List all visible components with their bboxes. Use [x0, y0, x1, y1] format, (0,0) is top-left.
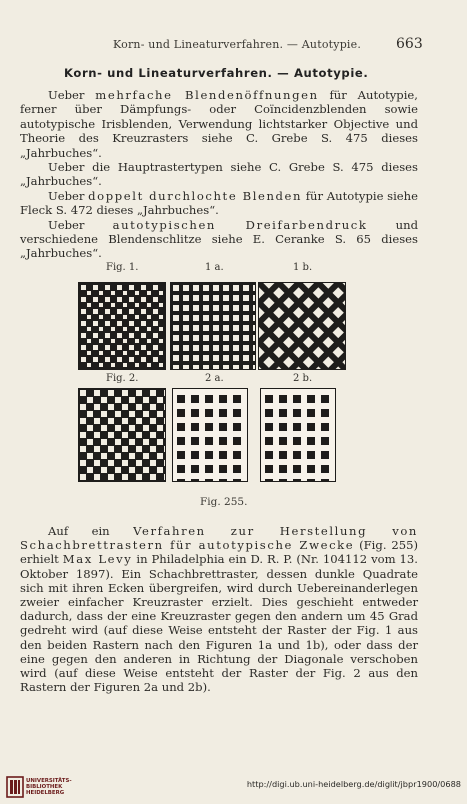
paragraph-4: Ueber autotypischen Dreifarbendruck und verschiedene Blendenschlitze siehe E. Ceranke S. 65 dieses „Jahrbuches“.: [20, 217, 418, 261]
pattern-fig-2: [78, 388, 166, 482]
fig2-label: Fig. 2.: [106, 373, 139, 384]
library-seal-icon: [6, 776, 24, 798]
fig2a-label: 2 a.: [205, 373, 224, 384]
running-head: Korn- und Lineaturverfahren. — Autotypie.: [113, 38, 362, 51]
fig1a-label: 1 a.: [205, 262, 224, 273]
source-url-link[interactable]: http://digi.ub.uni-heidelberg.de/diglit/jbpr1900/0688: [246, 779, 461, 789]
pattern-fig-2a: [172, 388, 248, 482]
pattern-fig-1: [78, 282, 166, 370]
fig2b-label: 2 b.: [293, 373, 313, 384]
section-title: Korn- und Lineaturverfahren. — Autotypie.: [64, 66, 369, 80]
paragraph-2: Ueber die Hauptrastertypen siehe C. Grebe S. 475 dieses „Jahrbuches“.: [20, 160, 418, 189]
pattern-fig-2b: [260, 388, 336, 482]
paragraph-3: Ueber doppelt durchlochte Blenden für Autotypie siehe Fleck S. 472 dieses „Jahrbuches“.: [20, 188, 418, 218]
pattern-fig-1a: [170, 282, 256, 370]
library-logo-text: UNIVERSITÄTS- BIBLIOTHEK HEIDELBERG: [26, 778, 72, 797]
figure-caption: Fig. 255.: [200, 496, 248, 508]
paragraph-1: Ueber mehrfache Blendenöffnungen für Autotypie, ferner über Dämpfungs- oder Coïncidenzblenden sowie autotypische Irisblenden, Verwendung lichtstarker Objective und Theorie des Kreuzrasters siehe C. Grebe S. 475 dieses „Jahrbuches“.: [20, 88, 418, 160]
body-text-bottom: [20, 524, 418, 694]
paragraph-5: Auf ein Verfahren zur Herstellung von Schachbrettrastern für autotypische Zwecke (Fig. 255) erhielt Max Levy in Philadelphia ein D. R. P. (Nr. 104112 vom 13. Oktober 1897). Ein Schachbrettraster, dessen dunkle Quadrate sich mit ihren Ecken übergreifen, wird durch Uebereinanderlegen zweier einfacher Kreuzraster erzielt. Dies geschieht entweder dadurch, dass der eine Kreuzraster gegen den andern um 45 Grad gedreht wird (auf diese Weise entsteht der Raster der Fig. 1 aus den beiden Rastern nach den Figuren 1a und 1b), oder dass der eine gegen den anderen in Richtung der Diagonale verschoben wird (auf diese Weise entsteht der Raster der Fig. 2 aus den Rastern der Figuren 2a und 2b).: [20, 524, 419, 695]
university-library-logo: [4, 774, 84, 800]
page-number: 663: [396, 36, 423, 52]
pattern-fig-1b: [258, 282, 346, 370]
fig1-label: Fig. 1.: [106, 262, 139, 273]
fig1b-label: 1 b.: [293, 262, 313, 273]
